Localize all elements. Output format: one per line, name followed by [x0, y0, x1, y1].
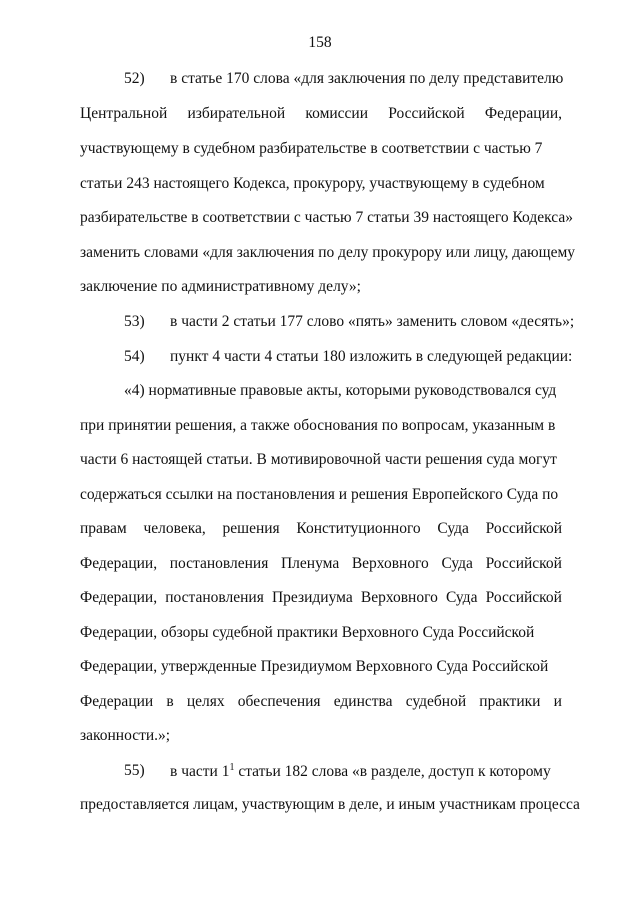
word: и: [553, 693, 562, 710]
word: Суда: [437, 520, 469, 537]
word: Верховного: [360, 589, 438, 606]
text-line: [170, 762, 551, 781]
text-line: в статье 170 слова «для заключения по делу представителю: [170, 70, 564, 87]
text-segment: статьи 182 слова «в разделе, доступ к которому: [234, 763, 551, 780]
text-line: пункт 4 части 4 статьи 180 изложить в следующей редакции:: [170, 348, 573, 365]
word: Суда: [441, 555, 473, 572]
word: человека,: [143, 520, 206, 537]
text-line: участвующему в судебном разбирательстве в соответствии с частью 7: [80, 140, 543, 157]
word: Центральной: [80, 105, 168, 122]
word: Пленума: [280, 555, 340, 572]
word: Российской: [388, 105, 465, 122]
text-line: части 6 настоящей статьи. В мотивировочной части решения суда могут: [80, 451, 557, 468]
text-line: [80, 555, 562, 573]
text-line: Федерации, обзоры судебной практики Верховного Суда Российской: [80, 624, 535, 641]
text-line: предоставляется лицам, участвующим в деле, и иным участникам процесса: [80, 796, 580, 813]
text-line: [80, 693, 562, 711]
word: Федерации,: [80, 589, 158, 606]
item-number: 53): [124, 313, 145, 330]
text-line: содержаться ссылки на постановления и решения Европейского Суда по: [80, 486, 559, 503]
word: Верховного: [351, 555, 429, 572]
word: судебной: [405, 693, 467, 710]
text-segment: в части 1: [170, 763, 230, 780]
text-line: [80, 105, 562, 123]
text-line: статьи 243 настоящего Кодекса, прокурору, участвующему в судебном: [80, 175, 545, 192]
text-line: заключение по административному делу»;: [80, 278, 361, 295]
item-number: 52): [124, 70, 145, 87]
page-number: 158: [308, 34, 332, 51]
word: правам: [80, 520, 127, 537]
text-line: «4) нормативные правовые акты, которыми руководствовался суд: [124, 382, 557, 399]
item-number: 54): [124, 348, 145, 365]
word: решения: [222, 520, 280, 537]
word: обеспечения: [237, 693, 321, 710]
word: Конституционного: [296, 520, 421, 537]
text-line: [80, 520, 562, 538]
word: постановления: [165, 589, 264, 606]
word: Российской: [485, 555, 562, 572]
text-line: заменить словами «для заключения по делу прокурору или лицу, дающему: [80, 244, 576, 261]
superscript: 1: [229, 762, 235, 773]
text-line: законности.»;: [80, 727, 171, 744]
text-line: в части 2 статьи 177 слово «пять» заменить словом «десять»;: [170, 313, 575, 330]
word: единства: [333, 693, 393, 710]
word: практики: [479, 693, 541, 710]
text-line: Федерации, утвержденные Президиумом Верховного Суда Российской: [80, 658, 549, 675]
word: Президиума: [271, 589, 353, 606]
word: комиссии: [305, 105, 369, 122]
word: Российской: [485, 589, 562, 606]
word: в: [166, 693, 174, 710]
text-line: при принятии решения, а также обоснования по вопросам, указанным в: [80, 417, 556, 434]
item-number: 55): [124, 762, 145, 779]
word: Российской: [485, 520, 562, 537]
word: постановления: [169, 555, 269, 572]
word: Суда: [445, 589, 478, 606]
text-line: разбирательстве в соответствии с частью 7 статьи 39 настоящего Кодекса»: [80, 209, 573, 226]
word: целях: [186, 693, 225, 710]
word: Федерации,: [484, 105, 562, 122]
text-line: [80, 589, 562, 607]
word: Федерации: [80, 693, 154, 710]
word: избирательной: [187, 105, 286, 122]
word: Федерации,: [80, 555, 158, 572]
